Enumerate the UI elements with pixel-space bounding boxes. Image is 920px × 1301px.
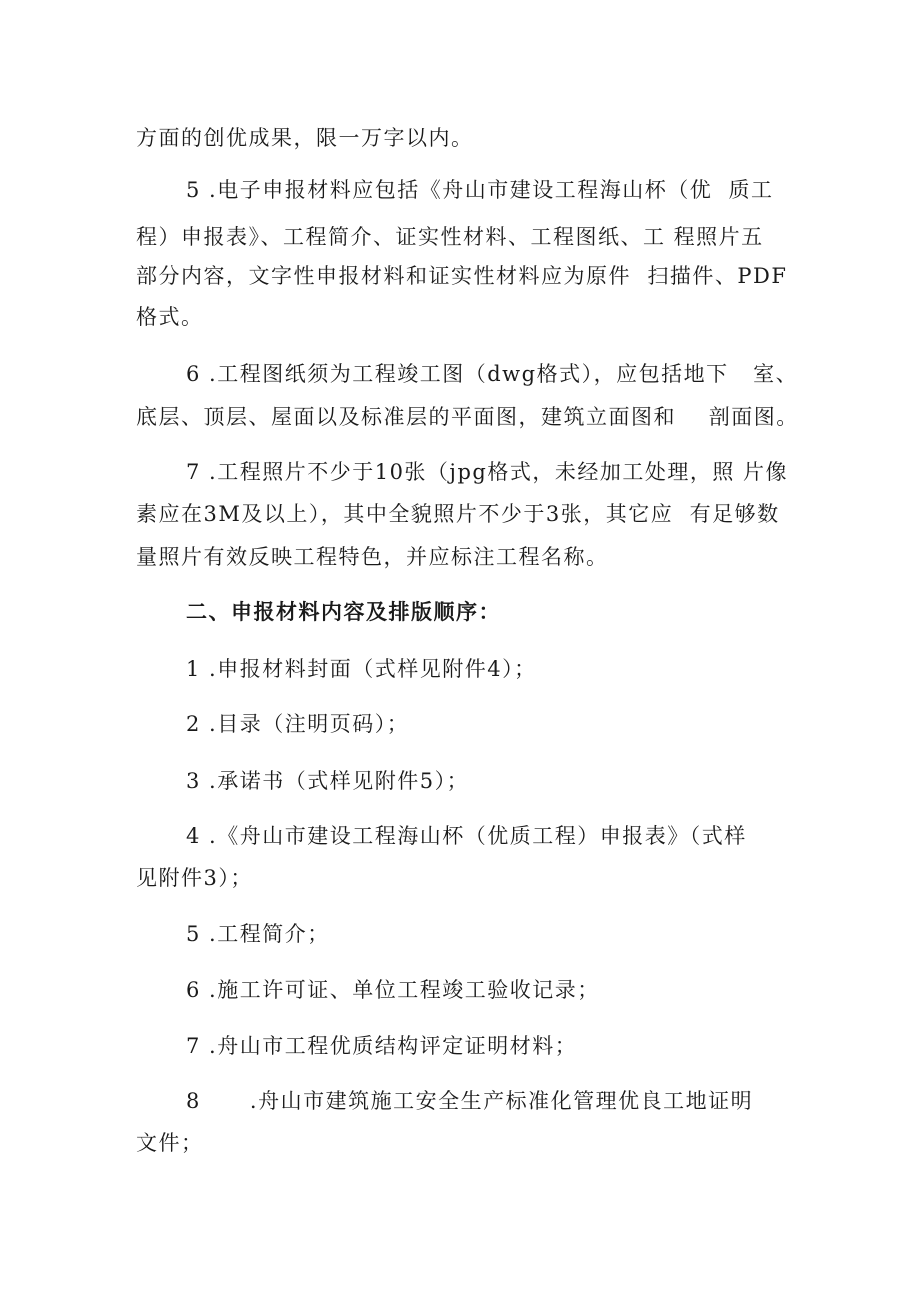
- paragraph-line: 量照片有效反映工程特色，并应标注工程名称。: [136, 545, 609, 569]
- paragraph-line: 6 .工程图纸须为工程竣工图（dwg格式），应包括地下 室、: [186, 362, 799, 386]
- paragraph-line: 格式。: [136, 305, 204, 329]
- list-item: 文件；: [136, 1131, 204, 1155]
- list-item: 8 .舟山市建筑施工安全生产标准化管理优良工地证明: [186, 1089, 754, 1113]
- paragraph-line: 素应在3M及以上），其中全貌照片不少于3张，其它应 有足够数: [136, 502, 780, 526]
- list-item: 6 .施工许可证、单位工程竣工验收记录；: [186, 978, 600, 1002]
- section-heading: 二、申报材料内容及排版顺序：: [186, 599, 501, 624]
- list-item: 4 .《舟山市建设工程海山杯（优质工程）申报表》（式样: [186, 824, 747, 848]
- list-item: 2 .目录（注明页码）；: [186, 712, 410, 736]
- paragraph-line: 部分内容，文字性申报材料和证实性材料应为原件 扫描件、PDF: [136, 264, 788, 288]
- paragraph-line: 5 .电子申报材料应包括《舟山市建设工程海山杯（优 质工: [186, 178, 774, 202]
- list-item: 7 .舟山市工程优质结构评定证明材料；: [186, 1034, 578, 1058]
- list-item: 3 .承诺书（式样见附件5）；: [186, 769, 470, 793]
- paragraph-line: 底层、顶层、屋面以及标准层的平面图，建筑立面图和 剖面图。: [136, 405, 799, 429]
- paragraph-line: 程）申报表》、工程简介、证实性材料、工程图纸、工 程照片五: [136, 225, 764, 249]
- paragraph-line: 方面的创优成果，限一万字以内。: [136, 126, 474, 150]
- list-item: 5 .工程简介；: [186, 922, 330, 946]
- list-item: 1 .申报材料封面（式样见附件4）；: [186, 657, 537, 681]
- paragraph-line: 7 .工程照片不少于10张（jpg格式，未经加工处理，照 片像: [186, 460, 789, 484]
- list-item: 见附件3）；: [136, 866, 253, 890]
